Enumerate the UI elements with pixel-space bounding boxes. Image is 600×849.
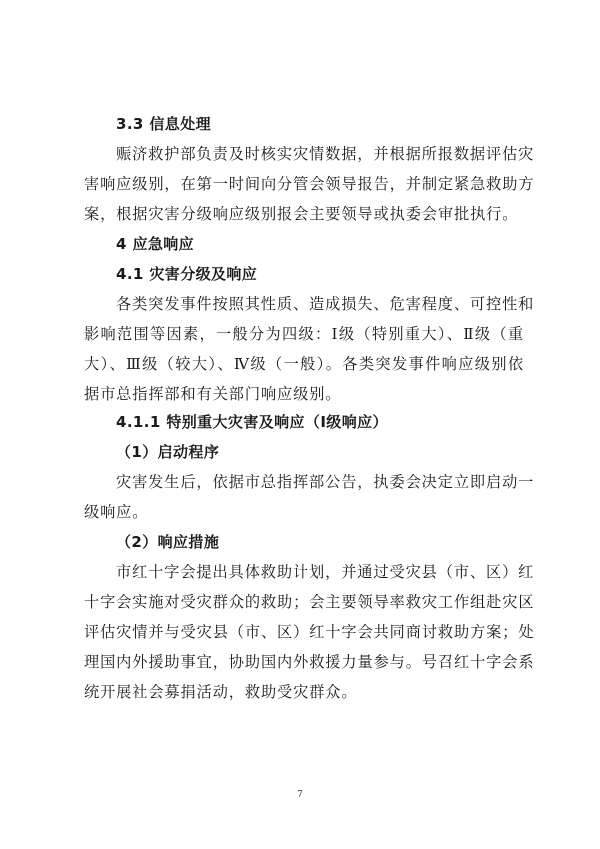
subsection-response-measures-para-line: 统开展社会募捐活动，救助受灾群众。 — [84, 683, 358, 701]
subsection-start-procedure-heading: （1）启动程序 — [116, 443, 220, 461]
section-4-1-para-line: 大）、Ⅲ级（较大）、Ⅳ级（一般）。各类突发事件响应级别依 — [84, 355, 524, 373]
section-3-3-para-line: 案，根据灾害分级响应级别报会主要领导或执委会审批执行。 — [84, 205, 519, 223]
section-4-1-1-heading: 4.1.1 特别重大灾害及响应（Ⅰ级响应） — [116, 413, 388, 431]
page-number: 7 — [297, 790, 303, 800]
section-3-3-para-line: 赈济救护部负责及时核实灾情数据，并根据所报数据评估灾 — [116, 145, 535, 163]
section-3-3-heading: 3.3 信息处理 — [116, 115, 211, 133]
section-4-1-para-line: 据市总指挥部和有关部门响应级别。 — [84, 385, 342, 403]
subsection-response-measures-heading: （2）响应措施 — [116, 533, 220, 551]
section-4-heading: 4 应急响应 — [116, 235, 195, 253]
subsection-response-measures-para-line: 评估灾情并与受灾县（市、区）红十字会共同商讨救助方案；处 — [84, 623, 535, 641]
subsection-start-procedure-para-line: 级响应。 — [84, 503, 149, 521]
subsection-start-procedure-para-line: 灾害发生后，依据市总指挥部公告，执委会决定立即启动一 — [116, 473, 535, 491]
section-4-1-para-line: 各类突发事件按照其性质、造成损失、危害程度、可控性和 — [116, 295, 535, 313]
subsection-response-measures-para-line: 理国内外援助事宜，协助国内外救援力量参与。号召红十字会系 — [84, 653, 535, 671]
subsection-response-measures-para-line: 十字会实施对受灾群众的救助；会主要领导率救灾工作组赴灾区 — [84, 593, 535, 611]
section-4-1-heading: 4.1 灾害分级及响应 — [116, 265, 258, 283]
subsection-response-measures-para-line: 市红十字会提出具体救助计划，并通过受灾县（市、区）红 — [116, 563, 535, 581]
section-4-1-para-line: 影响范围等因素，一般分为四级：Ⅰ级（特别重大）、Ⅱ级（重 — [84, 325, 524, 343]
section-3-3-para-line: 害响应级别，在第一时间向分管会领导报告，并制定紧急救助方 — [84, 175, 535, 193]
